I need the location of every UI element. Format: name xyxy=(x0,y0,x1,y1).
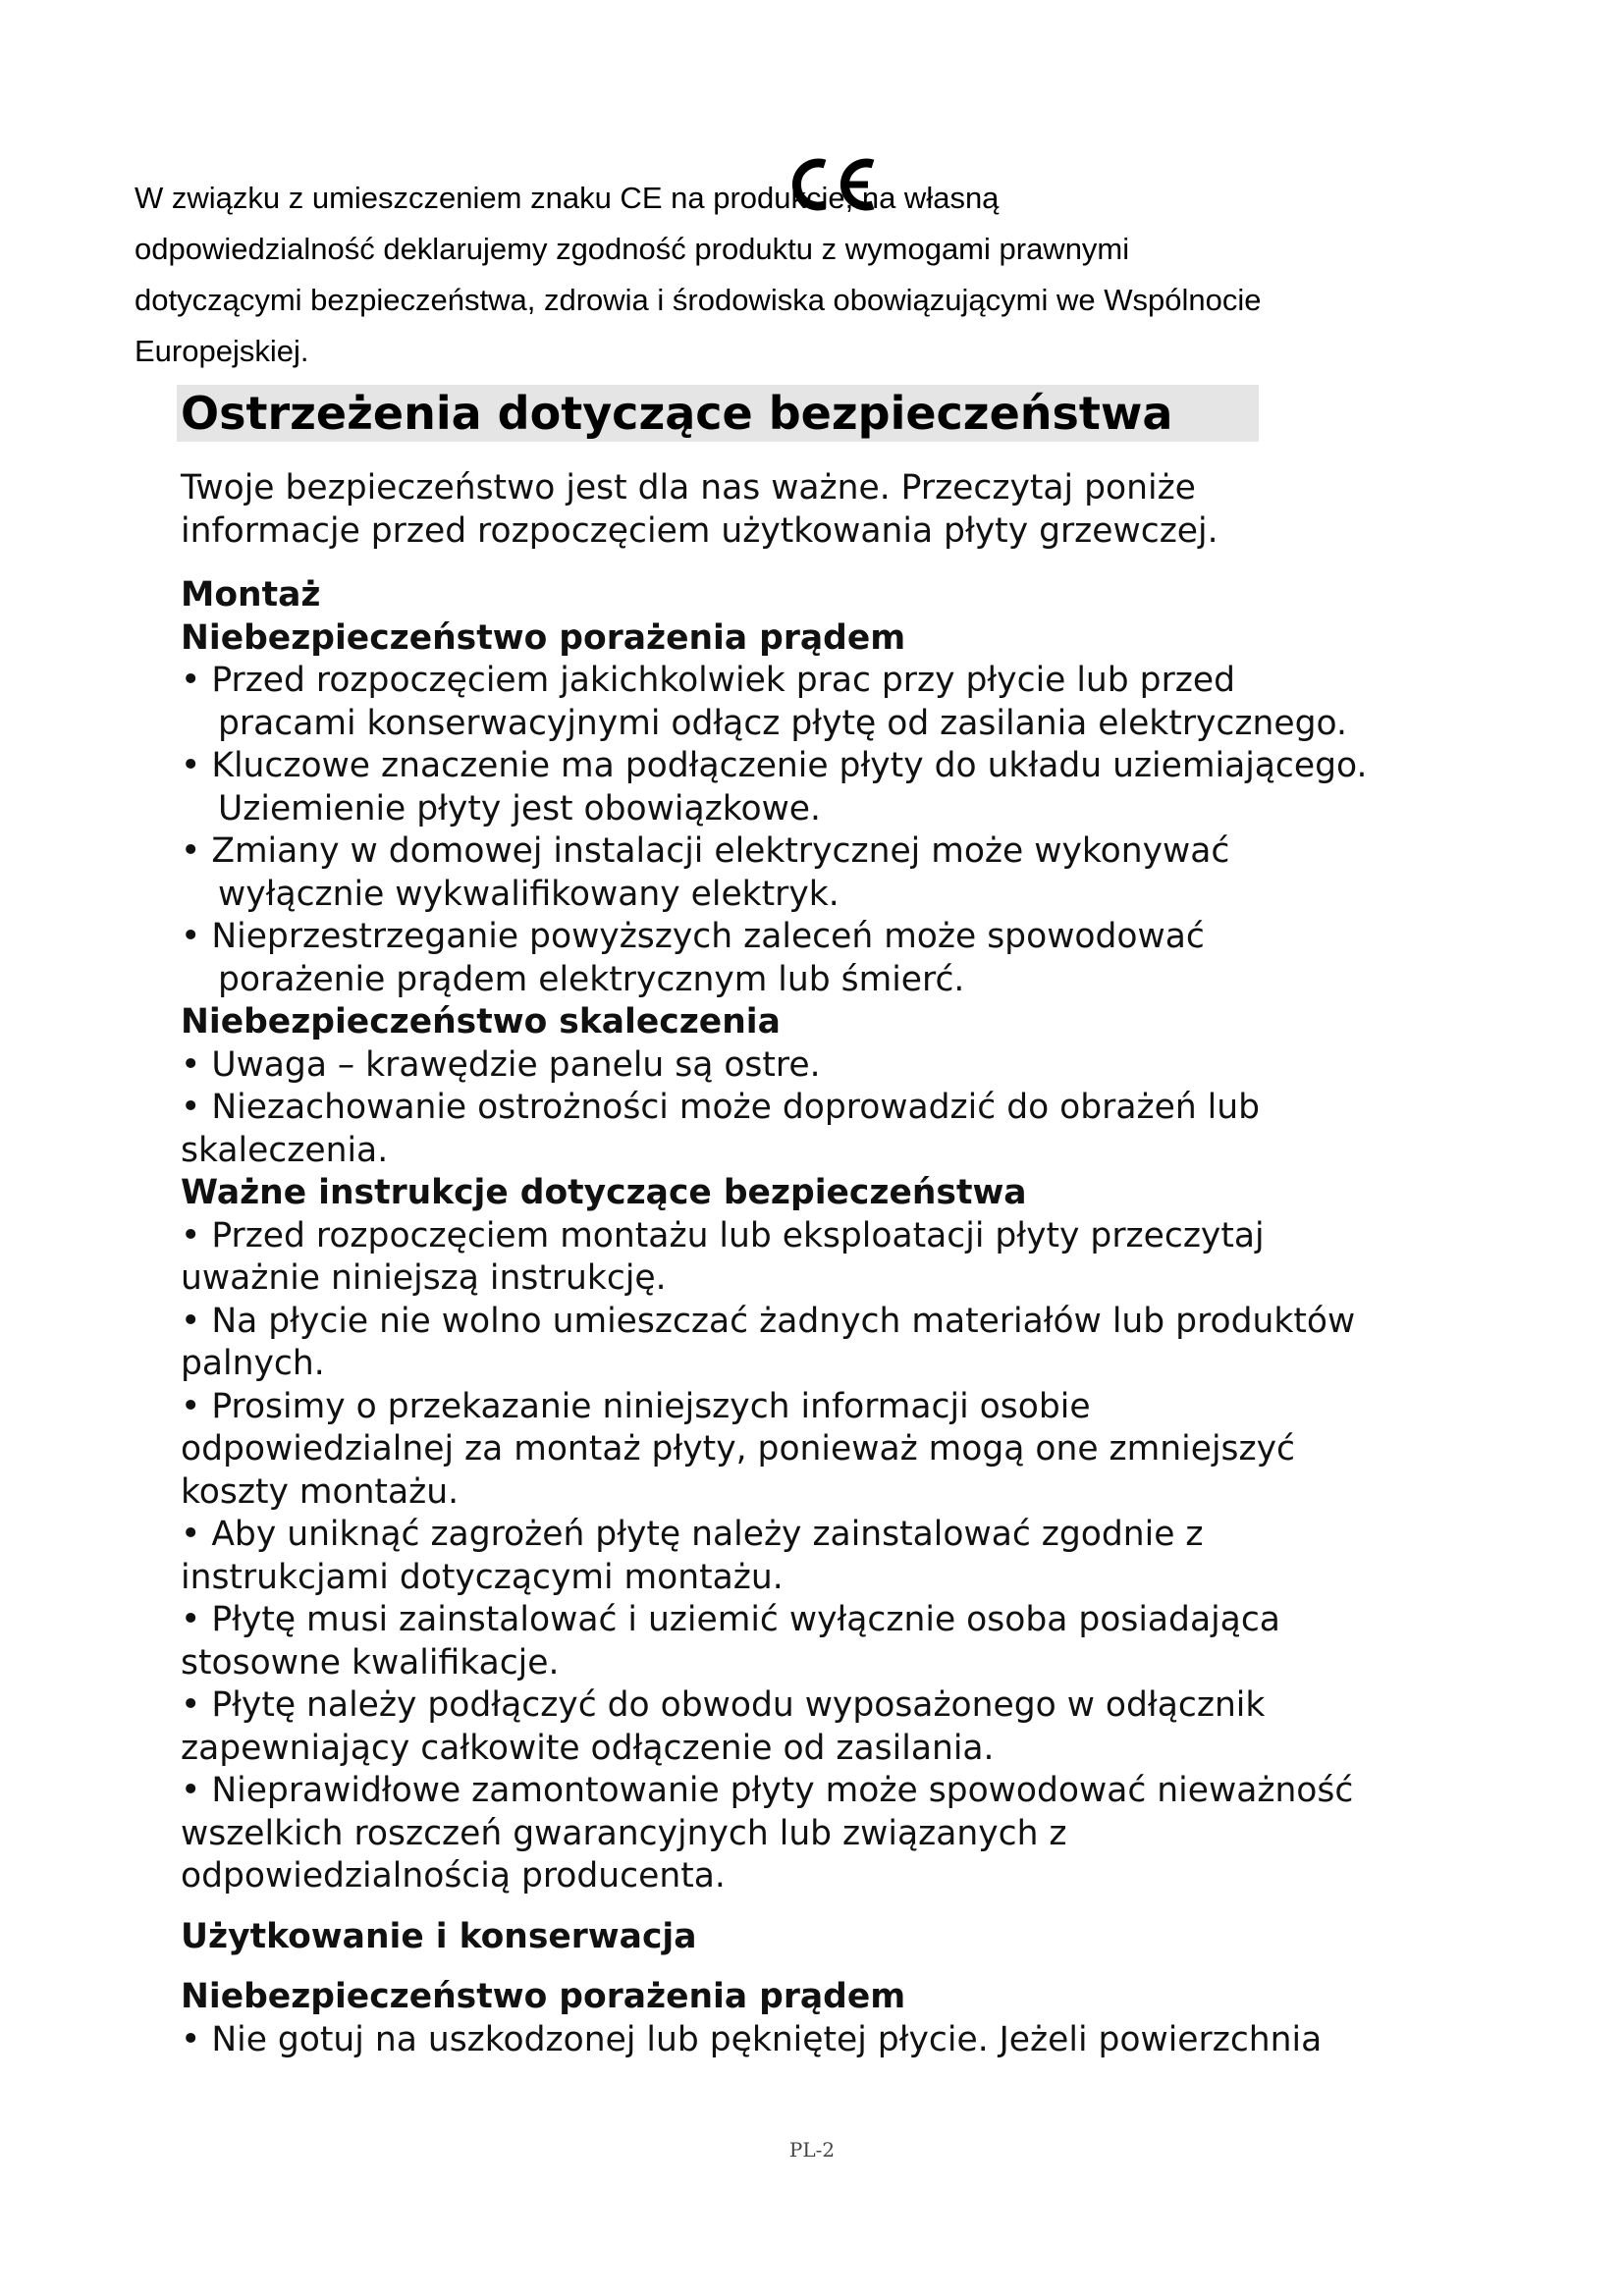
list-item xyxy=(181,1386,1496,1515)
list-item-text: palnych. xyxy=(181,1344,325,1383)
subsection-title-cut: Niebezpieczeństwo skaleczenia xyxy=(181,1002,781,1041)
ce-declaration-line: dotyczącymi bezpieczeństwa, zdrowia i środowiska obowiązującymi we Wspólnocie xyxy=(135,283,1262,317)
ce-declaration-line: odpowiedzialność deklarujemy zgodność produktu z wymogami prawnymi xyxy=(135,232,1130,266)
list-item-text: pracami konserwacyjnymi odłącz płytę od zasilania elektrycznego. xyxy=(218,703,1347,743)
list-item-text: odpowiedzialnością producenta. xyxy=(181,1856,726,1896)
list-item-text: • Na płycie nie wolno umieszczać żadnych materiałów lub produktów xyxy=(181,1301,1356,1341)
list-item-text: • Zmiany w domowej instalacji elektrycznej może wykonywać xyxy=(181,831,1230,871)
list-item xyxy=(181,1301,1496,1386)
list-item-text: wszelkich roszczeń gwarancyjnych lub związanych z xyxy=(181,1813,1067,1853)
list-item-text: • Nieprzestrzeganie powyższych zaleceń może spowodować xyxy=(181,917,1205,956)
list-item xyxy=(181,2019,1496,2062)
ce-declaration-line: W związku z umieszczeniem znaku CE na produkcie, na własną xyxy=(135,181,1000,215)
section-title-montaz: Montaż xyxy=(181,575,321,614)
list-item-text: zapewniający całkowite odłączenie od zasilania. xyxy=(181,1728,995,1768)
list-item xyxy=(181,1684,1496,1770)
list-item-text: • Niezachowanie ostrożności może doprowadzić do obrażeń lub xyxy=(181,1088,1261,1127)
list-item-text: instrukcjami dotyczącymi montażu. xyxy=(181,1557,784,1597)
list-item-text: uważnie niniejszą instrukcję. xyxy=(181,1258,667,1298)
list-item-text: • Przed rozpoczęciem montażu lub eksploatacji płyty przeczytaj xyxy=(181,1215,1265,1255)
safety-intro-line: informacje przed rozpoczęciem użytkowania płyty grzewczej. xyxy=(181,510,1218,551)
page-title: Ostrzeżenia dotyczące bezpieczeństwa xyxy=(181,387,1173,440)
list-item-text: skaleczenia. xyxy=(181,1130,389,1170)
list-item xyxy=(181,745,1496,830)
list-item-text: • Przed rozpoczęciem jakichkolwiek prac przy płycie lub przed xyxy=(181,661,1235,700)
list-item-text: wyłącznie wykwalifikowany elektryk. xyxy=(218,874,839,914)
ce-declaration-line: Europejskiej. xyxy=(135,334,309,368)
list-item xyxy=(181,830,1496,916)
list-item-text: • Płytę należy podłączyć do obwodu wyposażonego w odłącznik xyxy=(181,1685,1266,1725)
list-item-text: • Prosimy o przekazanie niniejszych informacji osobie xyxy=(181,1386,1091,1426)
list-item xyxy=(181,1087,1496,1172)
ce-mark-icon xyxy=(785,157,882,212)
list-item-text: koszty montażu. xyxy=(181,1471,460,1512)
list-item-text: stosowne kwalifikacje. xyxy=(181,1642,560,1682)
list-item xyxy=(181,1215,1496,1301)
page-number: PL-2 xyxy=(788,2138,836,2162)
list-item-text: odpowiedzialnej za montaż płyty, ponieważ mogą one zmniejszyć xyxy=(181,1429,1295,1468)
list-item xyxy=(181,1599,1496,1684)
list-item-text: • Płytę musi zainstalować i uziemić wyłącznie osoba posiadająca xyxy=(181,1600,1280,1639)
subsection-title-shock: Niebezpieczeństwo porażenia prądem xyxy=(181,617,906,658)
list-item xyxy=(181,1514,1496,1599)
list-item xyxy=(181,1044,1496,1088)
list-item xyxy=(181,660,1496,745)
subsection-title-important: Ważne instrukcje dotyczące bezpieczeństwa xyxy=(181,1173,1027,1212)
list-item-text: • Aby uniknąć zagrożeń płytę należy zainstalować zgodnie z xyxy=(181,1515,1204,1554)
list-item xyxy=(181,916,1496,1001)
list-item-text: Uziemienie płyty jest obowiązkowe. xyxy=(218,788,821,828)
list-item-text: • Nie gotuj na uszkodzonej lub pękniętej płycie. Jeżeli powierzchnia xyxy=(181,2019,1323,2059)
list-item-text: • Uwaga – krawędzie panelu są ostre. xyxy=(181,1044,821,1085)
list-item-text: • Nieprawidłowe zamontowanie płyty może spowodować nieważność xyxy=(181,1771,1354,1810)
list-item-text: • Kluczowe znaczenie ma podłączenie płyty do układu uziemiającego. xyxy=(181,746,1368,785)
section-title-uzytkowanie: Użytkowanie i konserwacja xyxy=(181,1916,697,1956)
safety-content xyxy=(181,467,1496,2061)
subsection-title-shock: Niebezpieczeństwo porażenia prądem xyxy=(181,1977,906,2016)
safety-intro-line: Twoje bezpieczeństwo jest dla nas ważne. Przeczytaj poniże xyxy=(181,468,1196,507)
list-item xyxy=(181,1770,1496,1898)
list-item-text: porażenie prądem elektrycznym lub śmierć. xyxy=(218,959,965,999)
